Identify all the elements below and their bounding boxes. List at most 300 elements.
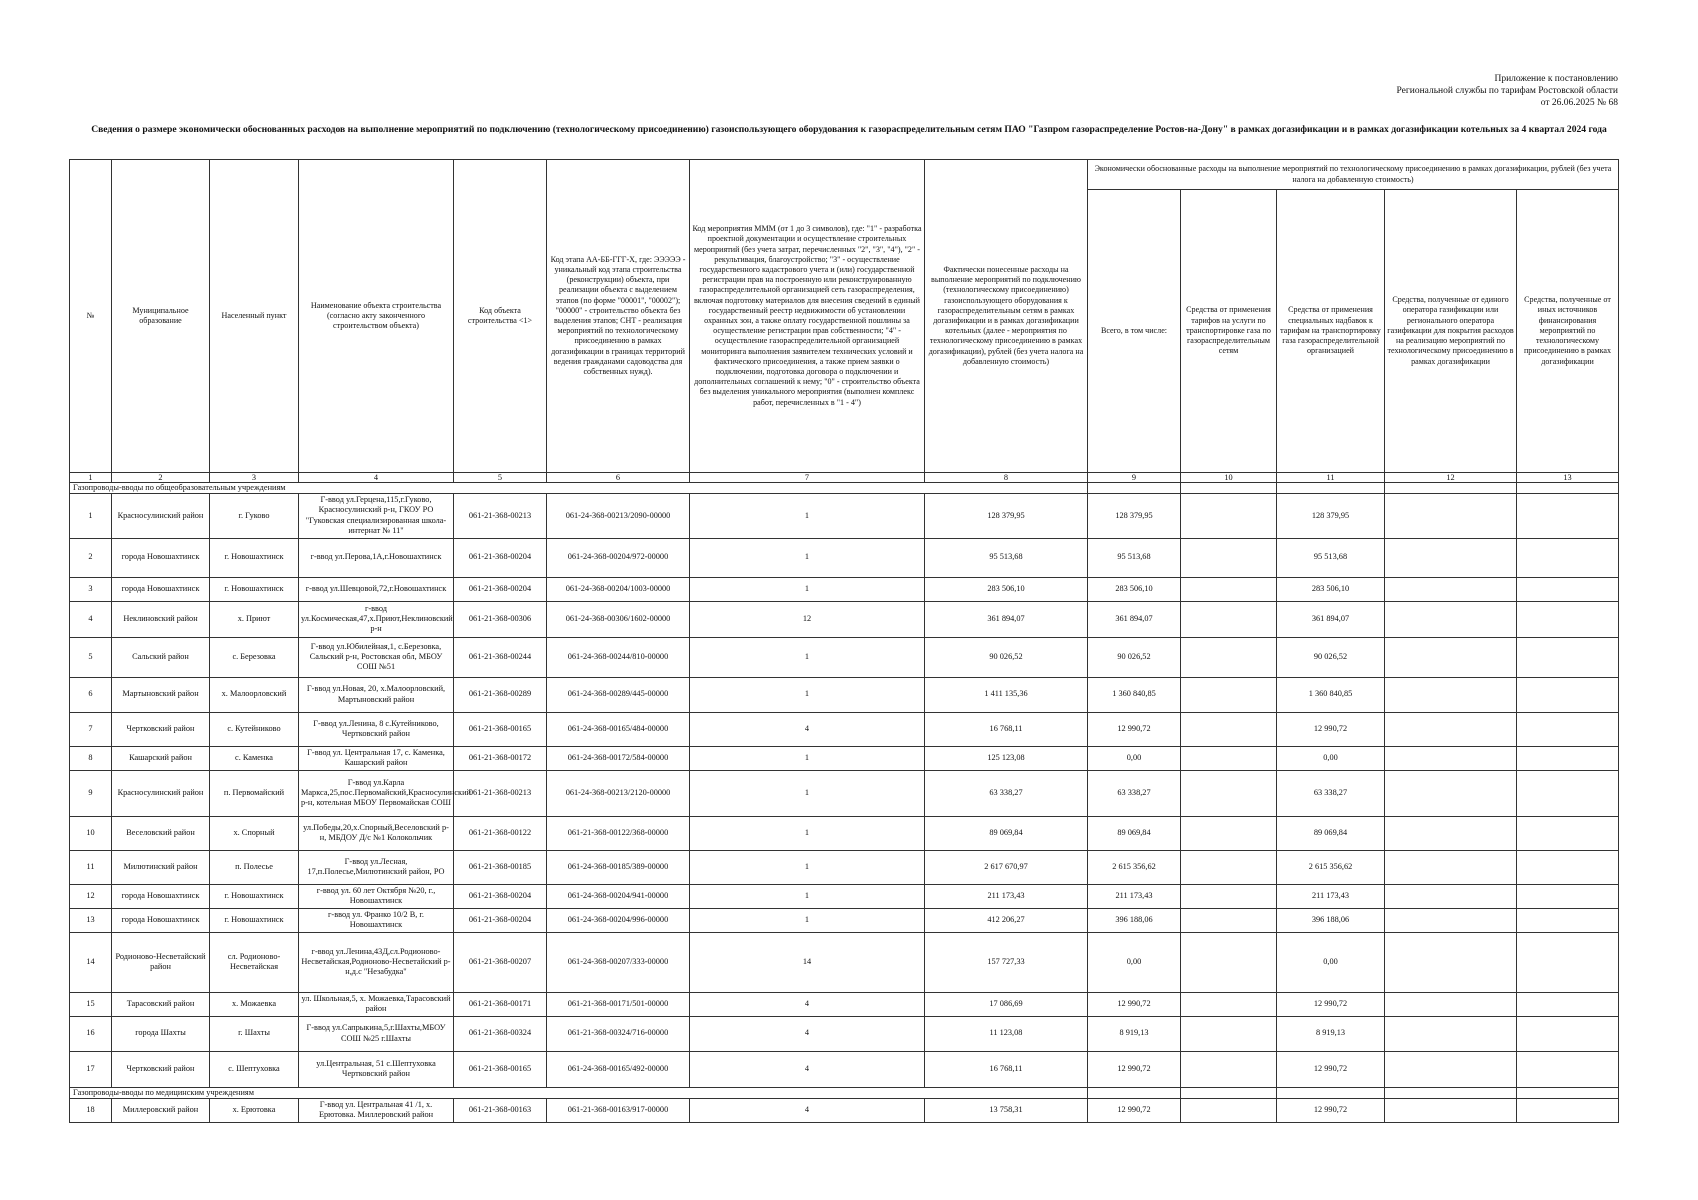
- operator-funds-cell: [1385, 637, 1517, 677]
- table-row: [70, 677, 1619, 712]
- actual-expenses-cell: 2 617 670,97: [925, 850, 1088, 884]
- object-code-cell: 061-21-368-00172: [454, 746, 547, 770]
- total-cell: 361 894,07: [1088, 601, 1181, 637]
- object-name-cell: Г-ввод ул.Карла Маркса,25,пос.Первомайский,Красносулинский р-н, котельная МБОУ Первомайская СОШ: [299, 770, 454, 816]
- object-name-cell: Г-ввод ул. Центральная 17, с. Каменка, Кашарский район: [299, 746, 454, 770]
- column-number: 12: [1385, 473, 1517, 483]
- other-funds-cell: [1517, 992, 1619, 1016]
- activity-code-cell: 1: [690, 908, 925, 932]
- total-cell: 283 506,10: [1088, 577, 1181, 601]
- other-funds-cell: [1517, 746, 1619, 770]
- column-number: 7: [690, 473, 925, 483]
- row-number: 2: [70, 538, 112, 577]
- row-number: 10: [70, 816, 112, 850]
- object-name-cell: Г-ввод ул.Герцена,115,г.Гуково, Красносулинский р-н, ГКОУ РО "Гуковская специализированная школа-интернат № 11": [299, 494, 454, 539]
- total-cell: 12 990,72: [1088, 712, 1181, 746]
- settlement-cell: с. Кутейниково: [210, 712, 299, 746]
- tariff-funds-cell: [1181, 538, 1277, 577]
- other-funds-cell: [1517, 770, 1619, 816]
- object-code-cell: 061-21-368-00122: [454, 816, 547, 850]
- tariff-funds-cell: [1181, 770, 1277, 816]
- object-name-cell: Г-ввод ул.Ленина, 8 с.Кутейниково, Чертковский район: [299, 712, 454, 746]
- municipality-cell: Красносулинский район: [112, 494, 210, 539]
- table-row: [70, 637, 1619, 677]
- surcharge-funds-cell: 0,00: [1277, 932, 1385, 992]
- object-name-cell: ул. Школьная,5, х. Можаевка,Тарасовский район: [299, 992, 454, 1016]
- approval-line-2: Региональной службы по тарифам Ростовской области: [1396, 86, 1618, 96]
- row-number: 1: [70, 494, 112, 539]
- object-code-cell: 061-21-368-00165: [454, 1051, 547, 1087]
- surcharge-funds-cell: 90 026,52: [1277, 637, 1385, 677]
- settlement-cell: х. Малоорловский: [210, 677, 299, 712]
- row-number: 13: [70, 908, 112, 932]
- operator-funds-cell: [1385, 577, 1517, 601]
- header-total: Всего, в том числе:: [1088, 190, 1181, 473]
- total-cell: 90 026,52: [1088, 637, 1181, 677]
- settlement-cell: с. Шептуховка: [210, 1051, 299, 1087]
- activity-code-cell: 12: [690, 601, 925, 637]
- tariff-funds-cell: [1181, 1051, 1277, 1087]
- row-number: 6: [70, 677, 112, 712]
- operator-funds-cell: [1385, 746, 1517, 770]
- object-code-cell: 061-21-368-00244: [454, 637, 547, 677]
- other-funds-cell: [1517, 850, 1619, 884]
- tariff-funds-cell: [1181, 908, 1277, 932]
- stage-code-cell: 061-21-368-00122/368-00000: [547, 816, 690, 850]
- actual-expenses-cell: 16 768,11: [925, 1051, 1088, 1087]
- section-empty-cell: [1517, 483, 1619, 494]
- actual-expenses-cell: 63 338,27: [925, 770, 1088, 816]
- section-empty-cell: [1088, 1087, 1181, 1098]
- object-name-cell: Г-ввод ул. Центральная 41 /1, х. Ерютовка. Миллеровский район: [299, 1098, 454, 1122]
- activity-code-cell: 4: [690, 1016, 925, 1051]
- municipality-cell: Тарасовский район: [112, 992, 210, 1016]
- object-name-cell: г-ввод ул.Космическая,47,х.Приют,Неклиновский р-н: [299, 601, 454, 637]
- approval-line-1: Приложение к постановлению: [1494, 74, 1618, 84]
- actual-expenses-cell: 90 026,52: [925, 637, 1088, 677]
- stage-code-cell: 061-21-368-00163/917-00000: [547, 1098, 690, 1122]
- surcharge-funds-cell: 12 990,72: [1277, 1051, 1385, 1087]
- total-cell: 12 990,72: [1088, 1098, 1181, 1122]
- row-number: 16: [70, 1016, 112, 1051]
- total-cell: 95 513,68: [1088, 538, 1181, 577]
- section-empty-cell: [1277, 1087, 1385, 1098]
- operator-funds-cell: [1385, 1098, 1517, 1122]
- surcharge-funds-cell: 283 506,10: [1277, 577, 1385, 601]
- section-empty-cell: [1517, 1087, 1619, 1098]
- row-number: 15: [70, 992, 112, 1016]
- actual-expenses-cell: 283 506,10: [925, 577, 1088, 601]
- object-name-cell: г-ввод ул. 60 лет Октября №20, г., Новошахтинск: [299, 884, 454, 908]
- actual-expenses-cell: 13 758,31: [925, 1098, 1088, 1122]
- other-funds-cell: [1517, 1051, 1619, 1087]
- object-name-cell: Г-ввод ул.Лесная, 17,п.Полесье,Милютинский район, РО: [299, 850, 454, 884]
- table-row: [70, 494, 1619, 539]
- row-number: 4: [70, 601, 112, 637]
- other-funds-cell: [1517, 908, 1619, 932]
- settlement-cell: сл. Родионово-Несветайская: [210, 932, 299, 992]
- column-number: 10: [1181, 473, 1277, 483]
- section-label: Газопроводы-вводы по общеобразовательным учреждениям: [70, 483, 1088, 494]
- tariff-funds-cell: [1181, 1098, 1277, 1122]
- header-surcharge-funds: Средства от применения специальных надбавок к тарифам на транспортировку газа газораспределительной организацией: [1277, 190, 1385, 473]
- other-funds-cell: [1517, 884, 1619, 908]
- object-code-cell: 061-21-368-00324: [454, 1016, 547, 1051]
- municipality-cell: Чертковский район: [112, 1051, 210, 1087]
- row-number: 8: [70, 746, 112, 770]
- object-code-cell: 061-21-368-00204: [454, 538, 547, 577]
- column-number-row: [70, 473, 1619, 483]
- column-number: 2: [112, 473, 210, 483]
- municipality-cell: Красносулинский район: [112, 770, 210, 816]
- activity-code-cell: 1: [690, 538, 925, 577]
- surcharge-funds-cell: 12 990,72: [1277, 1098, 1385, 1122]
- municipality-cell: Сальский район: [112, 637, 210, 677]
- settlement-cell: х. Спорный: [210, 816, 299, 850]
- row-number: 3: [70, 577, 112, 601]
- actual-expenses-cell: 412 206,27: [925, 908, 1088, 932]
- activity-code-cell: 1: [690, 816, 925, 850]
- column-number: 13: [1517, 473, 1619, 483]
- actual-expenses-cell: 16 768,11: [925, 712, 1088, 746]
- settlement-cell: с. Каменка: [210, 746, 299, 770]
- object-code-cell: 061-21-368-00213: [454, 494, 547, 539]
- municipality-cell: города Шахты: [112, 1016, 210, 1051]
- activity-code-cell: 1: [690, 637, 925, 677]
- activity-code-cell: 1: [690, 850, 925, 884]
- surcharge-funds-cell: 12 990,72: [1277, 712, 1385, 746]
- total-cell: 1 360 840,85: [1088, 677, 1181, 712]
- surcharge-funds-cell: 2 615 356,62: [1277, 850, 1385, 884]
- tariff-funds-cell: [1181, 850, 1277, 884]
- object-code-cell: 061-21-368-00213: [454, 770, 547, 816]
- tariff-funds-cell: [1181, 637, 1277, 677]
- stage-code-cell: 061-24-368-00204/996-00000: [547, 908, 690, 932]
- column-number: 9: [1088, 473, 1181, 483]
- operator-funds-cell: [1385, 494, 1517, 539]
- column-number: 5: [454, 473, 547, 483]
- actual-expenses-cell: 95 513,68: [925, 538, 1088, 577]
- municipality-cell: Миллеровский район: [112, 1098, 210, 1122]
- municipality-cell: Веселовский район: [112, 816, 210, 850]
- section-row: [70, 483, 1619, 494]
- surcharge-funds-cell: 211 173,43: [1277, 884, 1385, 908]
- activity-code-cell: 4: [690, 992, 925, 1016]
- column-number: 1: [70, 473, 112, 483]
- stage-code-cell: 061-24-368-00165/484-00000: [547, 712, 690, 746]
- table-row: [70, 932, 1619, 992]
- stage-code-cell: 061-24-368-00207/333-00000: [547, 932, 690, 992]
- activity-code-cell: 1: [690, 677, 925, 712]
- approval-block: [1258, 73, 1618, 109]
- actual-expenses-cell: 361 894,07: [925, 601, 1088, 637]
- operator-funds-cell: [1385, 770, 1517, 816]
- row-number: 18: [70, 1098, 112, 1122]
- object-name-cell: г-ввод ул.Ленина,43Д,сл.Родионово-Несветайская,Родионово-Несветайский р-н,д.с "Незабудка": [299, 932, 454, 992]
- object-code-cell: 061-21-368-00204: [454, 908, 547, 932]
- table-header: [70, 160, 1619, 483]
- tariff-funds-cell: [1181, 494, 1277, 539]
- stage-code-cell: 061-24-368-00185/389-00000: [547, 850, 690, 884]
- table-body: [70, 483, 1619, 1123]
- table-row: [70, 712, 1619, 746]
- municipality-cell: Мартыновский район: [112, 677, 210, 712]
- operator-funds-cell: [1385, 850, 1517, 884]
- header-number: №: [70, 160, 112, 473]
- row-number: 5: [70, 637, 112, 677]
- activity-code-cell: 4: [690, 1098, 925, 1122]
- stage-code-cell: 061-21-368-00324/716-00000: [547, 1016, 690, 1051]
- table-row: [70, 850, 1619, 884]
- tariff-funds-cell: [1181, 746, 1277, 770]
- header-operator-funds: Средства, полученные от единого оператора газификации или регионального оператора газификации для покрытия расходов на реализацию мероприятий по технологическому присоединению в рамках догазификации: [1385, 190, 1517, 473]
- surcharge-funds-cell: 361 894,07: [1277, 601, 1385, 637]
- activity-code-cell: 1: [690, 884, 925, 908]
- surcharge-funds-cell: 12 990,72: [1277, 992, 1385, 1016]
- operator-funds-cell: [1385, 908, 1517, 932]
- surcharge-funds-cell: 89 069,84: [1277, 816, 1385, 850]
- section-empty-cell: [1088, 483, 1181, 494]
- stage-code-cell: 061-24-368-00213/2090-00000: [547, 494, 690, 539]
- object-name-cell: ул.Центральная, 51 с.Шептуховка Чертковский район: [299, 1051, 454, 1087]
- stage-code-cell: 061-21-368-00171/501-00000: [547, 992, 690, 1016]
- other-funds-cell: [1517, 637, 1619, 677]
- actual-expenses-cell: 11 123,08: [925, 1016, 1088, 1051]
- actual-expenses-cell: 125 123,08: [925, 746, 1088, 770]
- settlement-cell: х. Можаевка: [210, 992, 299, 1016]
- stage-code-cell: 061-24-368-00306/1602-00000: [547, 601, 690, 637]
- header-tariff-funds: Средства от применения тарифов на услуги по транспортировке газа по газораспределительным сетям: [1181, 190, 1277, 473]
- header-settlement: Населенный пункт: [210, 160, 299, 473]
- other-funds-cell: [1517, 1098, 1619, 1122]
- header-justified-expenses-group: Экономически обоснованные расходы на выполнение мероприятий по технологическому присоединению в рамках догазификации, рублей (без учета налога на добавленную стоимость): [1088, 160, 1619, 190]
- total-cell: 211 173,43: [1088, 884, 1181, 908]
- operator-funds-cell: [1385, 712, 1517, 746]
- stage-code-cell: 061-24-368-00204/972-00000: [547, 538, 690, 577]
- operator-funds-cell: [1385, 677, 1517, 712]
- other-funds-cell: [1517, 494, 1619, 539]
- operator-funds-cell: [1385, 1051, 1517, 1087]
- expenses-table: [69, 159, 1619, 1123]
- object-code-cell: 061-21-368-00165: [454, 712, 547, 746]
- object-name-cell: Г-ввод ул.Юбилейная,1, с.Березовка, Сальский р-н, Ростовская обл, МБОУ СОШ №51: [299, 637, 454, 677]
- other-funds-cell: [1517, 538, 1619, 577]
- total-cell: 0,00: [1088, 746, 1181, 770]
- object-name-cell: г-ввод ул. Франко 10/2 В, г. Новошахтинск: [299, 908, 454, 932]
- operator-funds-cell: [1385, 1016, 1517, 1051]
- object-name-cell: г-ввод ул.Перова,1А,г.Новошахтинск: [299, 538, 454, 577]
- column-number: 11: [1277, 473, 1385, 483]
- surcharge-funds-cell: 1 360 840,85: [1277, 677, 1385, 712]
- settlement-cell: г. Новошахтинск: [210, 884, 299, 908]
- object-name-cell: ул.Победы,20,х.Спорный,Веселовский р-н, МБДОУ Д/с №1 Колокольчик: [299, 816, 454, 850]
- row-number: 9: [70, 770, 112, 816]
- settlement-cell: г. Новошахтинск: [210, 908, 299, 932]
- table-row: [70, 1098, 1619, 1122]
- settlement-cell: г. Новошахтинск: [210, 577, 299, 601]
- actual-expenses-cell: 157 727,33: [925, 932, 1088, 992]
- municipality-cell: города Новошахтинск: [112, 538, 210, 577]
- table-row: [70, 577, 1619, 601]
- header-other-funds: Средства, полученные от иных источников финансирования мероприятий по технологическому присоединению в рамках догазификации: [1517, 190, 1619, 473]
- row-number: 7: [70, 712, 112, 746]
- settlement-cell: х. Приют: [210, 601, 299, 637]
- operator-funds-cell: [1385, 816, 1517, 850]
- municipality-cell: города Новошахтинск: [112, 884, 210, 908]
- municipality-cell: города Новошахтинск: [112, 908, 210, 932]
- total-cell: 12 990,72: [1088, 1051, 1181, 1087]
- stage-code-cell: 061-24-368-00213/2120-00000: [547, 770, 690, 816]
- actual-expenses-cell: 89 069,84: [925, 816, 1088, 850]
- document-title: Сведения о размере экономически обоснованных расходов на выполнение мероприятий по подключению (технологическому присоединению) газоиспользующего оборудования к газораспределительным сетям ПАО "Газпром газораспределение Ростов-на-Дону" в рамках догазификации и в рамках догазификации котельных за 4 квартал 2024 года: [91, 124, 1607, 135]
- table-row: [70, 538, 1619, 577]
- surcharge-funds-cell: 95 513,68: [1277, 538, 1385, 577]
- surcharge-funds-cell: 128 379,95: [1277, 494, 1385, 539]
- tariff-funds-cell: [1181, 992, 1277, 1016]
- total-cell: 128 379,95: [1088, 494, 1181, 539]
- object-name-cell: г-ввод ул.Шевцовой,72,г.Новошахтинск: [299, 577, 454, 601]
- tariff-funds-cell: [1181, 1016, 1277, 1051]
- row-number: 17: [70, 1051, 112, 1087]
- municipality-cell: города Новошахтинск: [112, 577, 210, 601]
- tariff-funds-cell: [1181, 712, 1277, 746]
- tariff-funds-cell: [1181, 932, 1277, 992]
- column-number: 3: [210, 473, 299, 483]
- table-row: [70, 884, 1619, 908]
- row-number: 11: [70, 850, 112, 884]
- section-row: [70, 1087, 1619, 1098]
- tariff-funds-cell: [1181, 601, 1277, 637]
- settlement-cell: г. Новошахтинск: [210, 538, 299, 577]
- approval-line-3: от 26.06.2025 № 68: [1540, 98, 1618, 108]
- other-funds-cell: [1517, 677, 1619, 712]
- object-code-cell: 061-21-368-00171: [454, 992, 547, 1016]
- object-code-cell: 061-21-368-00185: [454, 850, 547, 884]
- municipality-cell: Родионово-Несветайский район: [112, 932, 210, 992]
- operator-funds-cell: [1385, 932, 1517, 992]
- object-code-cell: 061-21-368-00204: [454, 884, 547, 908]
- table-row: [70, 770, 1619, 816]
- stage-code-cell: 061-24-368-00165/492-00000: [547, 1051, 690, 1087]
- surcharge-funds-cell: 8 919,13: [1277, 1016, 1385, 1051]
- stage-code-cell: 061-24-368-00204/941-00000: [547, 884, 690, 908]
- activity-code-cell: 1: [690, 577, 925, 601]
- municipality-cell: Кашарский район: [112, 746, 210, 770]
- activity-code-cell: 1: [690, 746, 925, 770]
- tariff-funds-cell: [1181, 577, 1277, 601]
- column-number: 8: [925, 473, 1088, 483]
- settlement-cell: п. Полесье: [210, 850, 299, 884]
- stage-code-cell: 061-24-368-00204/1003-00000: [547, 577, 690, 601]
- settlement-cell: х. Ерютовка: [210, 1098, 299, 1122]
- surcharge-funds-cell: 63 338,27: [1277, 770, 1385, 816]
- column-number: 6: [547, 473, 690, 483]
- total-cell: 8 919,13: [1088, 1016, 1181, 1051]
- object-code-cell: 061-21-368-00289: [454, 677, 547, 712]
- row-number: 12: [70, 884, 112, 908]
- header-object-code: Код объекта строительства <1>: [454, 160, 547, 473]
- surcharge-funds-cell: 0,00: [1277, 746, 1385, 770]
- header-actual-expenses: Фактически понесенные расходы на выполнение мероприятий по подключению (технологическому присоединению) газоиспользующего оборудования к газораспределительным сетям в рамках догазификации и в рамках догазификации котельных (далее - мероприятия по технологическому присоединению в рамках догазификации), рублей (без учета налога на добавленную стоимость): [925, 160, 1088, 473]
- header-activity-code: Код мероприятия ММM (от 1 до 3 символов), где: "1" - разработка проектной документации и осуществление строительных мероприятий (без учета затрат, перечисленных "2", "3", "4"), "2" - рекультивация, благоустройство; "3" - осуществление государственного кадастрового учета и (или) государственной регистрации прав на построенную или реконструированную газораспределительной организацией сеть газораспределения, включая подготовку материалов для внесения сведений в единый государственный реестр недвижимости об установлении охранных зон, а также оплату государственной пошлины за осуществление регистрации прав собственности; "4" - осуществление газораспределительной организацией мониторинга выполнения заявителем технических условий и фактического присоединения, а также прием заявки о подключении, подготовка договора о подключении и дополнительных соглашений к нему; "0" - строительство объекта без выделения уникального мероприятия (выполнен комплекс работ, перечисленных в "1 - 4"): [690, 160, 925, 473]
- other-funds-cell: [1517, 601, 1619, 637]
- total-cell: 12 990,72: [1088, 992, 1181, 1016]
- object-name-cell: Г-ввод ул.Новая, 20, х.Малоорловский, Мартыновский район: [299, 677, 454, 712]
- table-row: [70, 992, 1619, 1016]
- activity-code-cell: 14: [690, 932, 925, 992]
- settlement-cell: п. Первомайский: [210, 770, 299, 816]
- header-object-name: Наименование объекта строительства (согласно акту законченного строительством объекта): [299, 160, 454, 473]
- row-number: 14: [70, 932, 112, 992]
- header-stage-code: Код этапа АА-ББ-ГГГ-Х, где: ЭЭЭЭЭ - уникальный код этапа строительства (реконструкции) объекта, при реализации объекта с выделением этапов (по форме "00001", "00002"); "00000" - строительство объекта без выделения этапов; СНТ - реализация мероприятий по технологическому присоединению в рамках догазификации в границах территорий ведения гражданами садоводства для собственных нужд).: [547, 160, 690, 473]
- tariff-funds-cell: [1181, 816, 1277, 850]
- operator-funds-cell: [1385, 992, 1517, 1016]
- activity-code-cell: 1: [690, 494, 925, 539]
- total-cell: 396 188,06: [1088, 908, 1181, 932]
- stage-code-cell: 061-24-368-00289/445-00000: [547, 677, 690, 712]
- column-number: 4: [299, 473, 454, 483]
- municipality-cell: Милютинский район: [112, 850, 210, 884]
- other-funds-cell: [1517, 577, 1619, 601]
- table-row: [70, 1016, 1619, 1051]
- table-row: [70, 1051, 1619, 1087]
- stage-code-cell: 061-24-368-00172/584-00000: [547, 746, 690, 770]
- section-empty-cell: [1277, 483, 1385, 494]
- section-empty-cell: [1181, 1087, 1277, 1098]
- stage-code-cell: 061-24-368-00244/810-00000: [547, 637, 690, 677]
- activity-code-cell: 4: [690, 1051, 925, 1087]
- other-funds-cell: [1517, 932, 1619, 992]
- object-code-cell: 061-21-368-00204: [454, 577, 547, 601]
- total-cell: 89 069,84: [1088, 816, 1181, 850]
- section-empty-cell: [1181, 483, 1277, 494]
- tariff-funds-cell: [1181, 677, 1277, 712]
- object-code-cell: 061-21-368-00163: [454, 1098, 547, 1122]
- other-funds-cell: [1517, 1016, 1619, 1051]
- header-municipality: Муниципальное образование: [112, 160, 210, 473]
- operator-funds-cell: [1385, 601, 1517, 637]
- actual-expenses-cell: 1 411 135,36: [925, 677, 1088, 712]
- operator-funds-cell: [1385, 884, 1517, 908]
- total-cell: 2 615 356,62: [1088, 850, 1181, 884]
- table-row: [70, 746, 1619, 770]
- section-label: Газопроводы-вводы по медицинским учреждениям: [70, 1087, 1088, 1098]
- object-code-cell: 061-21-368-00207: [454, 932, 547, 992]
- surcharge-funds-cell: 396 188,06: [1277, 908, 1385, 932]
- actual-expenses-cell: 211 173,43: [925, 884, 1088, 908]
- activity-code-cell: 4: [690, 712, 925, 746]
- other-funds-cell: [1517, 816, 1619, 850]
- table-row: [70, 908, 1619, 932]
- section-empty-cell: [1385, 483, 1517, 494]
- settlement-cell: г. Шахты: [210, 1016, 299, 1051]
- section-empty-cell: [1385, 1087, 1517, 1098]
- total-cell: 0,00: [1088, 932, 1181, 992]
- municipality-cell: Чертковский район: [112, 712, 210, 746]
- tariff-funds-cell: [1181, 884, 1277, 908]
- table-row: [70, 816, 1619, 850]
- table-row: [70, 601, 1619, 637]
- actual-expenses-cell: 17 086,69: [925, 992, 1088, 1016]
- municipality-cell: Неклиновский район: [112, 601, 210, 637]
- object-name-cell: Г-ввод ул.Сапрыкина,5,г.Шахты,МБОУ СОШ №25 г.Шахты: [299, 1016, 454, 1051]
- actual-expenses-cell: 128 379,95: [925, 494, 1088, 539]
- total-cell: 63 338,27: [1088, 770, 1181, 816]
- settlement-cell: с. Березовка: [210, 637, 299, 677]
- other-funds-cell: [1517, 712, 1619, 746]
- activity-code-cell: 1: [690, 770, 925, 816]
- object-code-cell: 061-21-368-00306: [454, 601, 547, 637]
